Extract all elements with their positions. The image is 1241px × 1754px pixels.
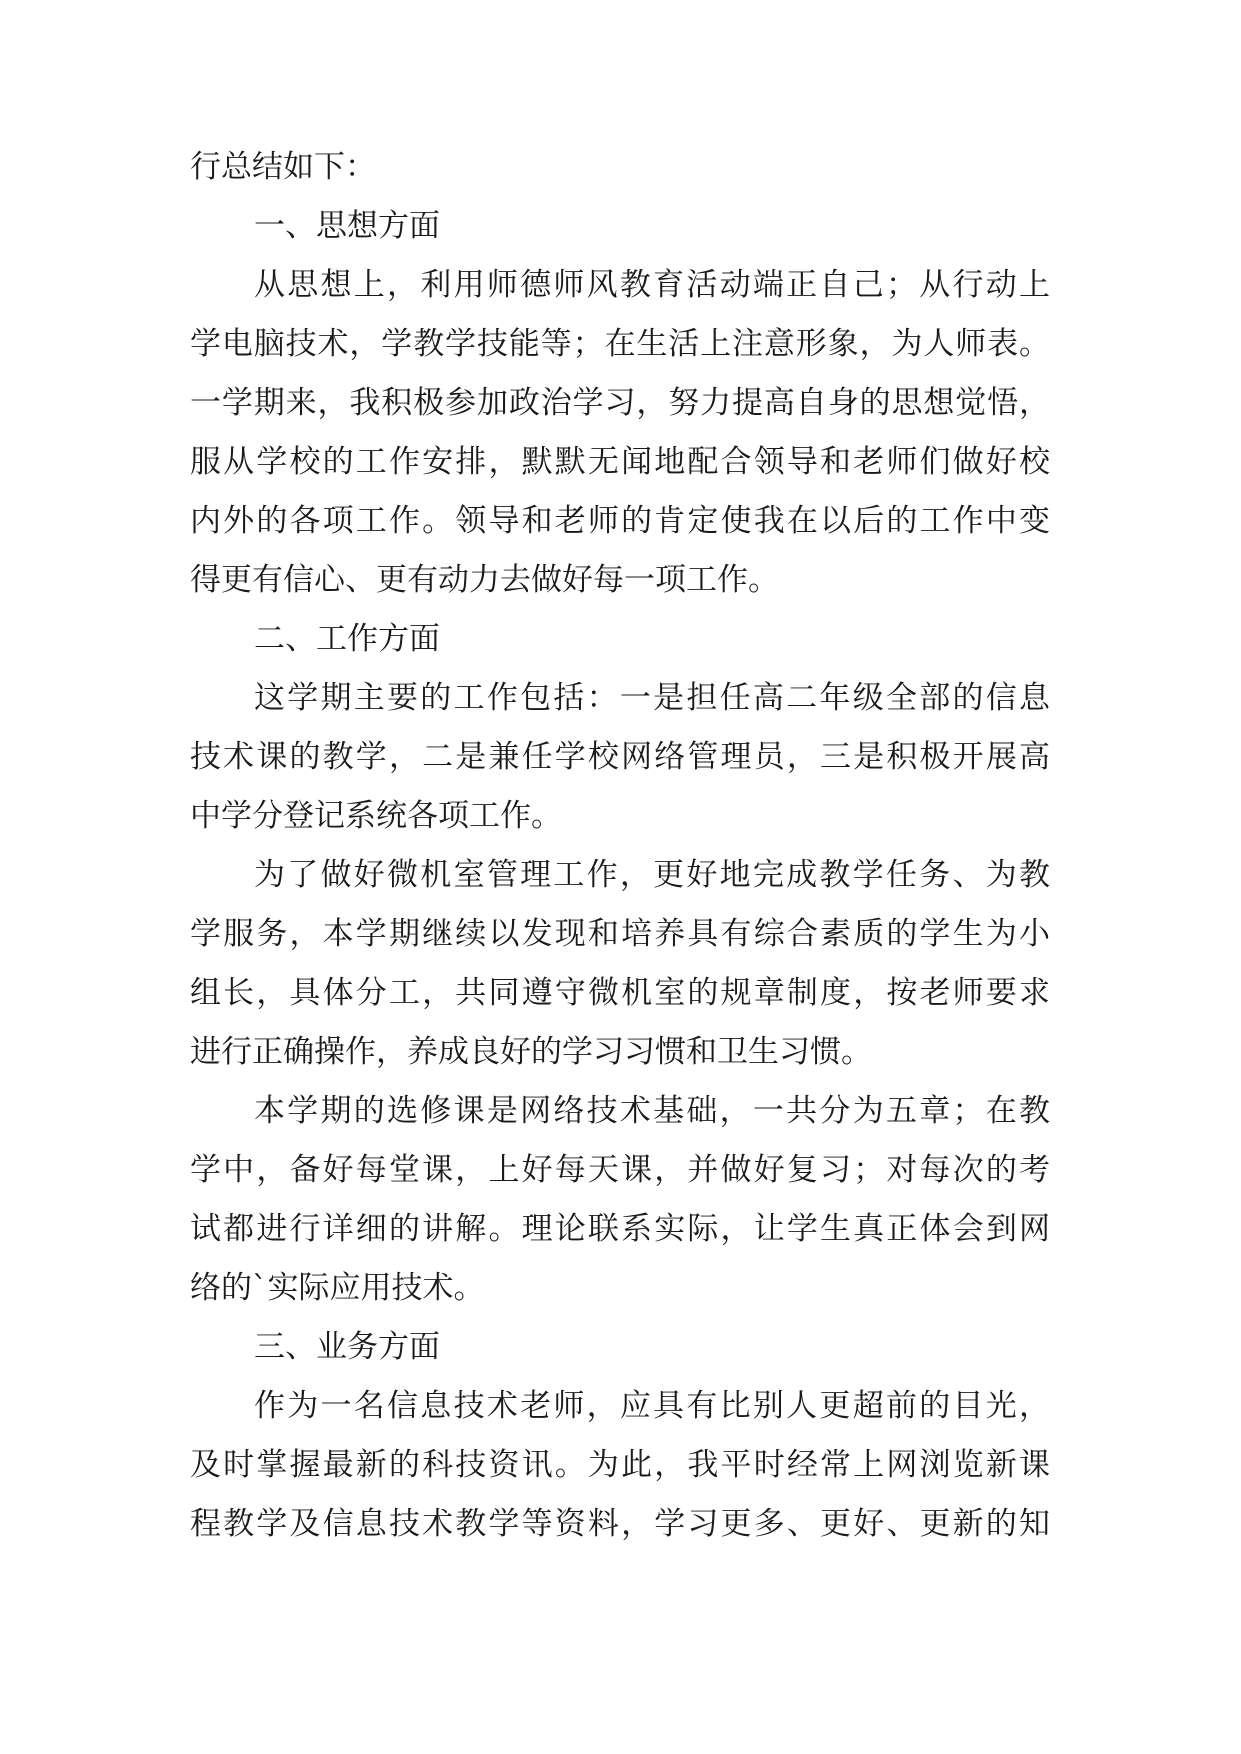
text-line: 程教学及信息技术教学等资料，学习更多、更好、更新的知 [190, 1506, 1050, 1542]
text-line: 这学期主要的工作包括：一是担任高二年级全部的信息 [254, 680, 1050, 716]
text-line: 内外的各项工作。领导和老师的肯定使我在以后的工作中变 [190, 503, 1050, 539]
section-heading: 三、业务方面 [254, 1329, 440, 1365]
text-line: 学服务，本学期继续以发现和培养具有综合素质的学生为小 [190, 916, 1050, 952]
text-line: 络的`实际应用技术。 [190, 1270, 485, 1306]
text-line: 进行正确操作，养成良好的学习习惯和卫生习惯。 [190, 1034, 872, 1070]
text-line: 学电脑技术，学教学技能等；在生活上注意形象，为人师表。 [190, 326, 1050, 362]
text-line: 技术课的教学，二是兼任学校网络管理员，三是积极开展高 [190, 739, 1050, 775]
text-line: 及时掌握最新的科技资讯。为此，我平时经常上网浏览新课 [190, 1447, 1050, 1483]
document-body [190, 138, 1050, 1554]
text-line: 一学期来，我积极参加政治学习，努力提高自身的思想觉悟， [190, 385, 1050, 421]
section-heading: 一、思想方面 [254, 208, 440, 244]
text-line: 作为一名信息技术老师，应具有比别人更超前的目光， [254, 1388, 1050, 1424]
text-line: 从思想上，利用师德师风教育活动端正自己；从行动上 [254, 267, 1050, 303]
section-heading: 二、工作方面 [254, 621, 440, 657]
text-line: 为了做好微机室管理工作，更好地完成教学任务、为教 [254, 857, 1050, 893]
text-line: 学中，备好每堂课，上好每天课，并做好复习；对每次的考 [190, 1152, 1050, 1188]
text-line: 组长，具体分工，共同遵守微机室的规章制度，按老师要求 [190, 975, 1050, 1011]
text-line: 试都进行详细的讲解。理论联系实际，让学生真正体会到网 [190, 1211, 1050, 1247]
text-line: 得更有信心、更有动力去做好每一项工作。 [190, 562, 779, 598]
text-line: 行总结如下： [190, 149, 376, 185]
text-line: 服从学校的工作安排，默默无闻地配合领导和老师们做好校 [190, 444, 1050, 480]
text-line: 中学分登记系统各项工作。 [190, 798, 562, 834]
text-line: 本学期的选修课是网络技术基础，一共分为五章；在教 [254, 1093, 1050, 1129]
